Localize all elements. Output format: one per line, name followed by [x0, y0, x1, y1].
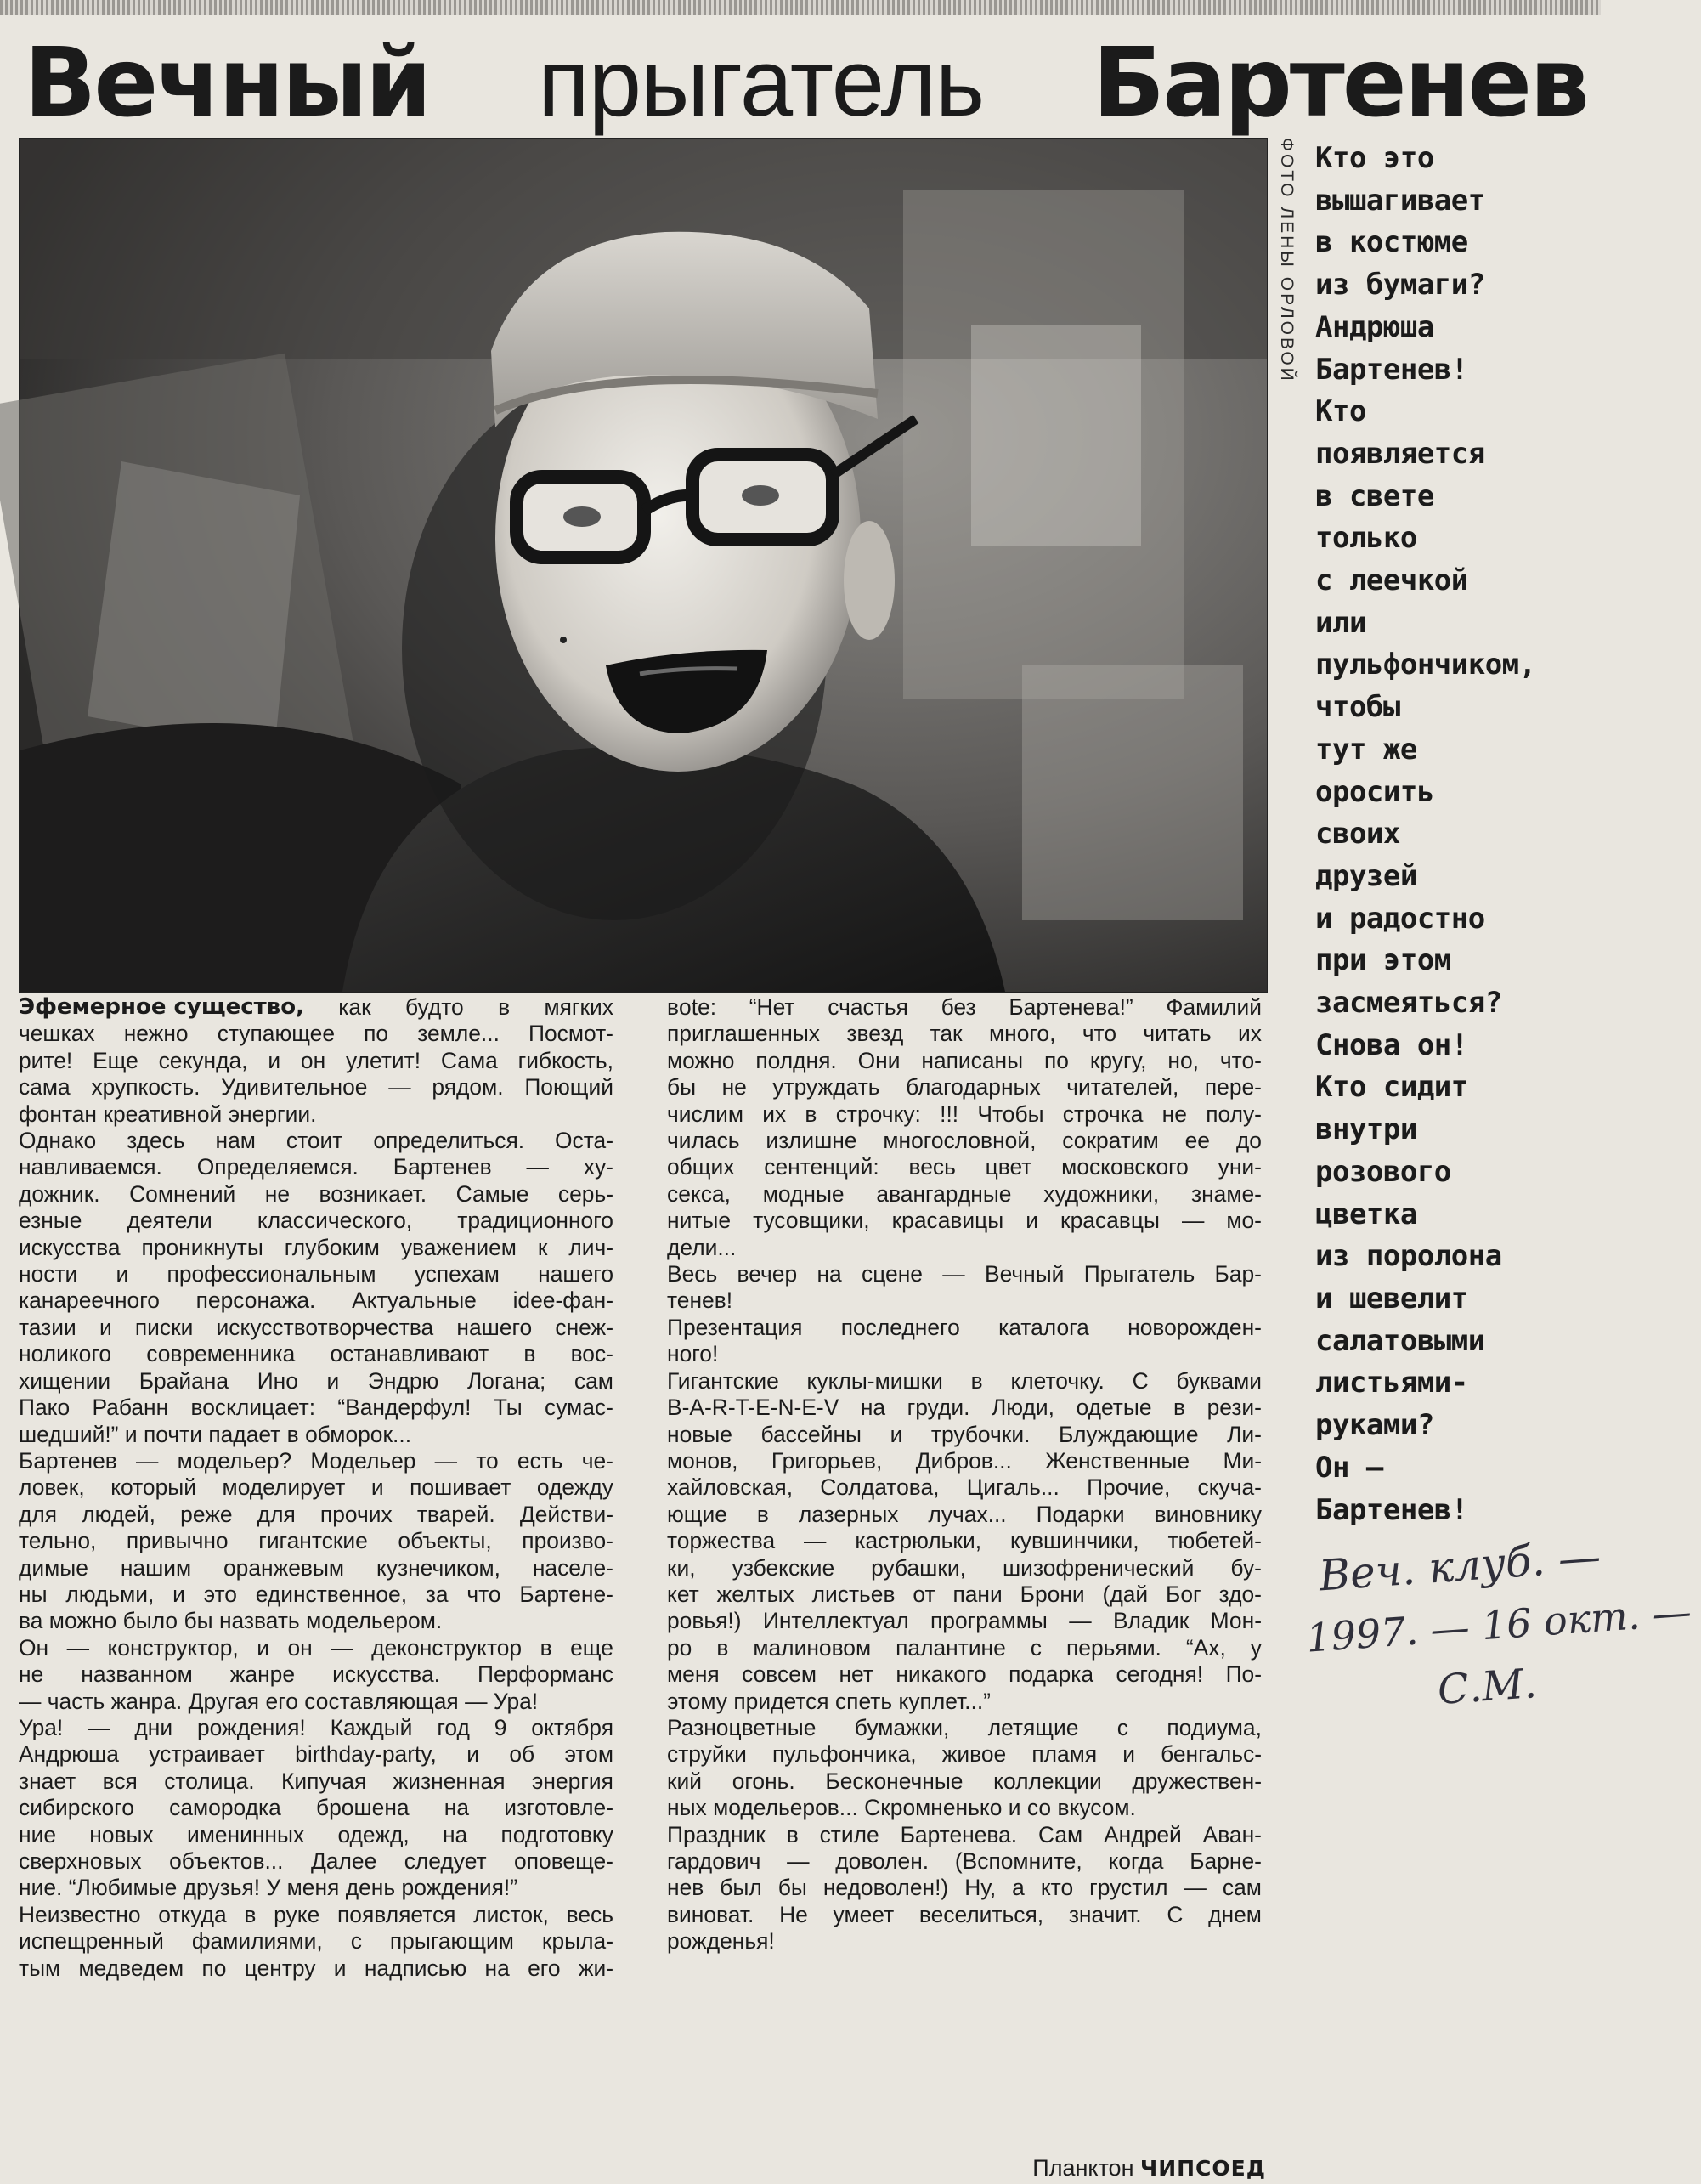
article-line: ловек, который моделирует и пошивает одежду: [19, 1474, 613, 1501]
article-line: торжества — кастрюльки, кувшинчики, тюбетей-: [667, 1528, 1262, 1554]
article-line: вote: “Нет счастья без Бартенева!” Фамилий: [667, 994, 1262, 1020]
byline-name: ЧИПСОЕД: [1140, 2156, 1266, 2181]
article-line: ности и профессиональным успехам нашего: [19, 1261, 613, 1287]
article-line: Андрюша устраивает birthday-party, и об этом: [19, 1741, 613, 1768]
article-line: для людей, реже для прочих тварей. Действи-: [19, 1501, 613, 1527]
article-line: Он — конструктор, и он — деконструктор в еще: [19, 1634, 613, 1661]
article-line: нев был бы недоволен!) Ну, а кто грустил — сам: [667, 1875, 1262, 1901]
article-line: монов, Григорьев, Дибров... Женственные Ми-: [667, 1447, 1262, 1474]
article-line: навливаемся. Определяемся. Бартенев — ху-: [19, 1154, 613, 1180]
article-line: кий огонь. Бесконечные коллекции дружествен-: [667, 1768, 1262, 1794]
article-line: Весь вечер на сцене — Вечный Прыгатель Бар-: [667, 1261, 1262, 1287]
article-column-2: [667, 994, 1262, 2160]
sidebar-line: Он —: [1315, 1450, 1383, 1485]
sidebar-line: Бартенев!: [1315, 352, 1468, 387]
sidebar-line: пульфончиком,: [1315, 648, 1536, 682]
sidebar-line: внутри: [1315, 1112, 1417, 1147]
headline-word-2: прыгатель: [538, 30, 985, 136]
article-line: чешках нежно ступающее по земле... Посмот-: [19, 1021, 613, 1047]
article-line: Бартенев — модельер? Модельер — то есть че-: [19, 1447, 613, 1474]
sidebar-line: руками?: [1315, 1408, 1434, 1443]
article-line: секса, модные авангардные художники, знаме-: [667, 1180, 1262, 1207]
article-line: ноликого современника останавливают в вос-: [19, 1341, 613, 1367]
article-line: общих сентенций: весь цвет московского уни-: [667, 1154, 1262, 1180]
sidebar-line: при этом: [1315, 943, 1451, 978]
sidebar-line: с леечкой: [1315, 563, 1468, 598]
article-line: кет желтых листьев от пани Брони (дай Бог здо-: [667, 1581, 1262, 1607]
article-line: числим их в строчку: !!! Чтобы строчка не полу-: [667, 1100, 1262, 1127]
article-line: Презентация последнего каталога новорожден-: [667, 1314, 1262, 1340]
sidebar-line: друзей: [1315, 858, 1417, 893]
article-line: ного!: [667, 1341, 719, 1367]
sidebar-text: [1315, 138, 1596, 1548]
article-line: знает вся столица. Кипучая жизненная энергия: [19, 1768, 613, 1794]
sidebar-line: Кто это: [1315, 141, 1434, 175]
headline: [24, 19, 1587, 139]
sidebar-line: Кто: [1315, 394, 1366, 429]
article-line: меня совсем нет никакого подарка сегодня! По-: [667, 1661, 1262, 1688]
sidebar-line: в свете: [1315, 478, 1434, 513]
byline: [977, 2155, 1266, 2184]
article-line: сибирского самородка брошена на изготовле-: [19, 1795, 613, 1821]
article-line: тазии и писки искусствотворчества нашего снеж-: [19, 1314, 613, 1340]
headline-word-1: Вечный: [24, 28, 430, 139]
article-line: канареечного персонажа. Актуальные idee-фан-: [19, 1287, 613, 1314]
article-line: струйки пульфончика, живое пламя и бенгальс-: [667, 1741, 1262, 1768]
article-lead-phrase: Эфемерное существо,: [19, 994, 304, 1020]
sidebar-line: салатовыми: [1315, 1323, 1485, 1358]
article-line: Ура! — дни рождения! Каждый год 9 октября: [19, 1714, 613, 1740]
article-line: Разноцветные бумажки, летящие с подиума,: [667, 1714, 1262, 1740]
article-line: B-A-R-T-E-N-E-V на груди. Люди, одетые в рези-: [667, 1395, 1262, 1421]
article-line: сверхновых объектов... Далее следует оповеще-: [19, 1848, 613, 1874]
sidebar-line: засмеяться?: [1315, 986, 1502, 1021]
handwritten-line: 1997. — 16 окт. —: [1304, 1588, 1693, 1661]
top-border-band: [0, 0, 1601, 15]
sidebar-line: оросить: [1315, 774, 1434, 809]
article-line: ние. “Любимые друзья! У меня день рождения!”: [19, 1875, 518, 1901]
sidebar-line: чтобы: [1315, 690, 1400, 725]
sidebar-line: своих: [1315, 817, 1400, 852]
article-line: чилась излишне многословной, сократим ее до: [667, 1128, 1262, 1154]
handwritten-note: [1300, 1526, 1693, 1776]
sidebar-line: Андрюша: [1315, 309, 1434, 344]
headline-word-3: Бартенев: [1092, 28, 1587, 139]
article-line: испещренный фамилиями, с прыгающим крыла-: [19, 1928, 613, 1955]
sidebar-line: розового: [1315, 1154, 1451, 1189]
sidebar-line: появляется: [1315, 436, 1485, 471]
article-line: Однако здесь нам стоит определиться. Оста-: [19, 1128, 613, 1154]
sidebar-line: Снова он!: [1315, 1027, 1468, 1062]
article-line: Праздник в стиле Бартенева. Сам Андрей Аван-: [667, 1821, 1262, 1847]
article-line: дели...: [667, 1234, 737, 1260]
article-line: тым медведем по центру и надписью на его жи-: [19, 1955, 613, 1981]
article-column-1: [19, 994, 613, 2160]
article-line: ва можно было бы назвать модельером.: [19, 1608, 443, 1634]
sidebar-line: в костюме: [1315, 225, 1468, 260]
article-line: виноват. Не умеет веселиться, значит. С днем: [667, 1901, 1262, 1927]
article-line: искусства проникнуты глубоким уважением к лич-: [19, 1234, 613, 1260]
sidebar-line: тут же: [1315, 732, 1417, 767]
article-line: ние новых именинных одежд, на подготовку: [19, 1821, 613, 1847]
article-line: гардович — доволен. (Вспомните, когда Барне-: [667, 1848, 1262, 1874]
article-line: рите! Еще секунда, и он улетит! Сама гибкость,: [19, 1047, 613, 1073]
handwritten-line: Веч. клуб. —: [1317, 1531, 1602, 1601]
article-line: дожник. Сомнений не возникает. Самые серь-: [19, 1180, 613, 1207]
article-line: рожденья!: [667, 1928, 775, 1955]
article-line: димые нашим оранжевым кузнечиком, населе-: [19, 1554, 613, 1581]
sidebar-line: или: [1315, 605, 1366, 640]
article-line: Эфемерное существо, как будто в мягких: [19, 994, 613, 1020]
handwritten-line: С.М.: [1436, 1660, 1539, 1715]
article-line: приглашенных звезд так много, что читать их: [667, 1021, 1262, 1047]
sidebar-line: только: [1315, 521, 1417, 556]
article-line: ки, узбекские рубашки, шизофренический бу-: [667, 1554, 1262, 1581]
article-line: хищении Брайана Ино и Эндрю Логана; сам: [19, 1367, 613, 1394]
sidebar-line: Кто сидит: [1315, 1070, 1468, 1105]
sidebar-line: из бумаги?: [1315, 268, 1485, 303]
sidebar-line: Бартенев!: [1315, 1492, 1468, 1527]
article-line: бы не утруждать благодарных читателей, пере-: [667, 1074, 1262, 1100]
sidebar-line: из поролона: [1315, 1239, 1502, 1274]
article-line: езные деятели классического, традиционного: [19, 1208, 613, 1234]
article-line: тельно, привычно гигантские объекты, произво-: [19, 1528, 613, 1554]
article-line: шедший!” и почти падает в обморок...: [19, 1421, 412, 1447]
article-line: ющие в лазерных лучах... Подарки виновнику: [667, 1501, 1262, 1527]
article-line: тенев!: [667, 1287, 733, 1314]
article-line: Неизвестно откуда в руке появляется листок, весь: [19, 1901, 613, 1927]
sidebar-line: листьями-: [1315, 1366, 1468, 1400]
article-line: Пако Рабанн восклицает: “Вандерфул! Ты сумас-: [19, 1395, 613, 1421]
article-line: новые бассейны и трубочки. Блуждающие Ли-: [667, 1421, 1262, 1447]
article-line: нитые тусовщики, красавицы и красавцы — мо-: [667, 1208, 1262, 1234]
sidebar-line: и радостно: [1315, 901, 1485, 936]
article-line: можно полдня. Они написаны по кругу, но, что-: [667, 1047, 1262, 1073]
article-line: не названном жанре искусства. Перформанс: [19, 1661, 613, 1688]
article-line: ровья!) Интеллектуал программы — Владик Мон-: [667, 1608, 1262, 1634]
portrait-photo: [19, 138, 1268, 993]
sidebar-line: вышагивает: [1315, 183, 1485, 218]
article-line: ро в малиновом палантине с перьями. “Ах, у: [667, 1634, 1262, 1661]
article-line: сама хрупкость. Удивительное — рядом. Поющий: [19, 1074, 613, 1100]
article-line: Гигантские куклы-мишки в клеточку. С буквами: [667, 1367, 1262, 1394]
portrait-photo-drawing: [20, 139, 1267, 992]
article-line: фонтан креативной энергии.: [19, 1100, 317, 1127]
photo-credit: ФОТО ЛЕНЫ ОРЛОВОЙ: [1277, 138, 1297, 383]
article-line: ны людьми, и это единственное, за что Бартене-: [19, 1581, 613, 1607]
sidebar-line: цветка: [1315, 1197, 1417, 1231]
article-line: — часть жанра. Другая его составляющая — Ура!: [19, 1688, 539, 1714]
sidebar-line: и шевелит: [1315, 1281, 1468, 1315]
article-line: этому придется спеть куплет...”: [667, 1688, 991, 1714]
article-line: ных модельеров... Скромненько и со вкусом.: [667, 1795, 1136, 1821]
byline-prefix: Планктон: [1032, 2155, 1134, 2181]
article-line: хайловская, Солдатова, Цигаль... Прочие, скуча-: [667, 1474, 1262, 1501]
